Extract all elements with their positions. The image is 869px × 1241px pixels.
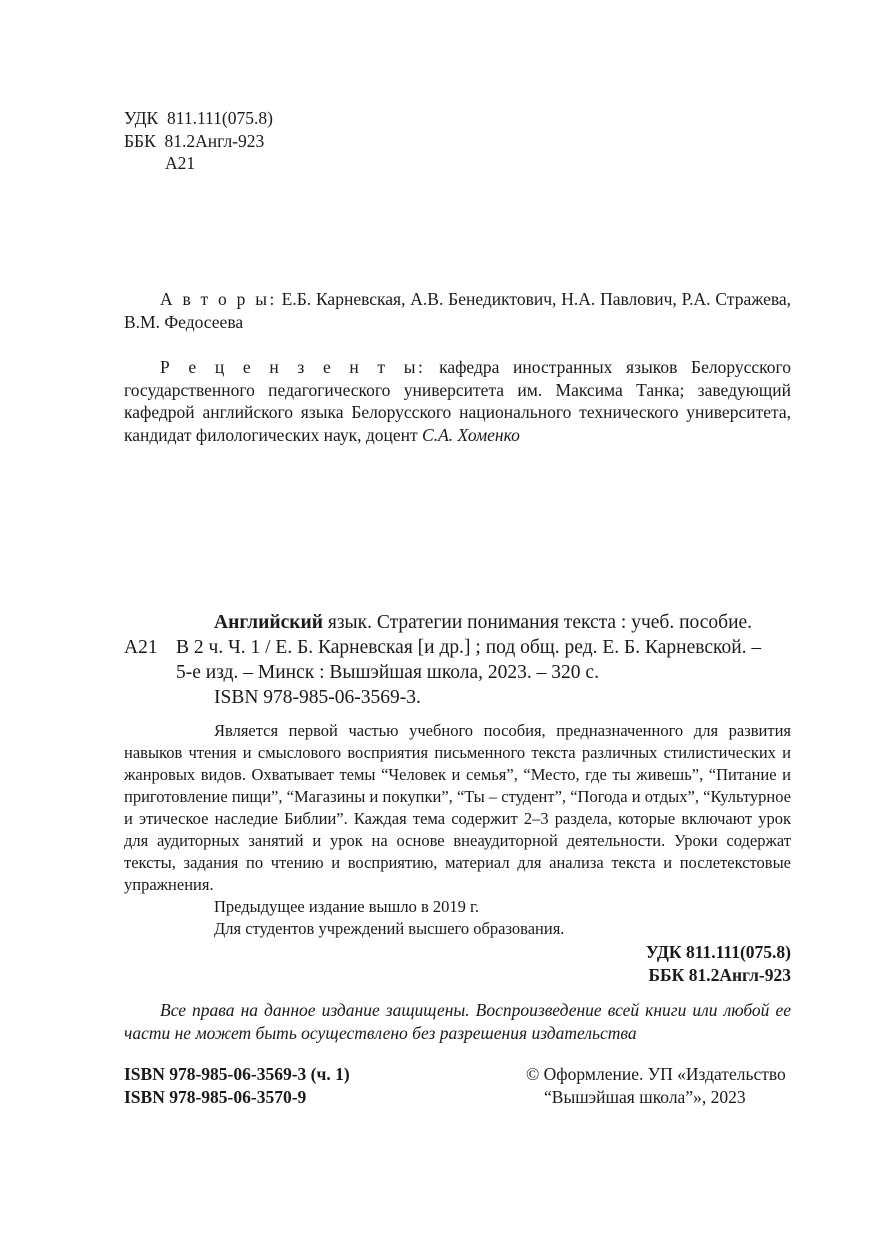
bbk-line: [124, 130, 384, 153]
copyright-block: [526, 1063, 786, 1108]
catalog-isbn: ISBN 978-985-06-3569-3.: [214, 687, 421, 708]
catalog-line-2: [124, 635, 794, 660]
author-mark: А21: [165, 153, 196, 173]
bbk-code: 81.2Англ-923: [164, 130, 265, 151]
catalog-volume-info: В 2 ч. Ч. 1 / Е. Б. Карневская [и др.] ; под общ. ред. Е. Б. Карневской. –: [176, 637, 762, 658]
reviewer-name: С.А. Хоменко: [422, 424, 520, 445]
udk-code: 811.111(075.8): [166, 108, 273, 128]
copyright-line-2: “Вышэйшая школа”», 2023: [544, 1086, 746, 1107]
audience: Для студентов учреждений высшего образования.: [214, 919, 565, 938]
authors-label: А в т о р ы:: [160, 289, 277, 309]
catalog-mark: А21: [124, 637, 158, 658]
index-bbk: ББК 81.2Англ-923: [648, 964, 791, 985]
isbn-full: ISBN 978-985-06-3570-9: [124, 1086, 307, 1107]
authors-block: [124, 288, 791, 333]
catalog-title-rest: язык. Стратегии понимания текста : учеб. пособие.: [327, 612, 753, 633]
udk-line: [124, 107, 384, 130]
udk-label: УДК: [124, 108, 159, 128]
index-block: [646, 941, 791, 986]
previous-edition: Предыдущее издание вышло в 2019 г.: [214, 897, 480, 916]
annotation-text: Является первой частью учебного пособия, предназначенного для развития навыков чтения и смыслового восприятия письменного текста различных стилистических и жанровых видов. Охватывает темы “Человек и семья”, “Место, где ты живешь”, “Питание и приготовление пищи”, “Магазины и покупки”, “Ты – студент”, “Погода и отдых”, “Культурное и этическое наследие Библии”. Каждая тема содержит 2–3 раздела, которые включают урок для аудиторных занятий и урок на основе внеаудиторной деятельности. Уроки содержат тексты, задания по чтению и восприятию, материал для анализа текста и послетекстовые упражнения.: [124, 721, 791, 894]
index-udk: УДК 811.111(075.8): [645, 942, 791, 962]
catalog-card: [124, 610, 794, 710]
classification-block: [124, 107, 384, 175]
catalog-title-bold: Английский: [214, 612, 323, 633]
rights-notice: [124, 999, 791, 1044]
reviewers-label: Р е ц е н з е н т ы:: [160, 357, 426, 377]
reviewers-block: [124, 356, 791, 446]
reviewers-text: кафедра иностранных языков Белорусского государственного педагогического университета им. Максима Танка; заведующий кафедрой английского языка Белорусского национального технического университета, кандидат филологических наук, доцент: [124, 357, 792, 445]
footer-isbn-block: [124, 1063, 350, 1108]
annotation-block: [124, 720, 791, 940]
bbk-label: ББК: [124, 130, 156, 151]
copyright-line-1: © Оформление. УП «Издательство: [526, 1064, 786, 1084]
catalog-line-3: 5-е изд. – Минск : Вышэйшая школа, 2023. – 320 с.: [176, 662, 599, 683]
rights-text: Все права на данное издание защищены. Воспроизведение всей книги или любой ее части не может быть осуществлено без разрешения издательства: [124, 1000, 791, 1043]
catalog-title-line: [124, 610, 794, 635]
authors-text: Е.Б. Карневская, А.В. Бенедиктович, Н.А. Павлович, Р.А. Стражева, В.М. Федосеева: [124, 289, 792, 332]
isbn-part: ISBN 978-985-06-3569-3 (ч. 1): [124, 1064, 350, 1084]
